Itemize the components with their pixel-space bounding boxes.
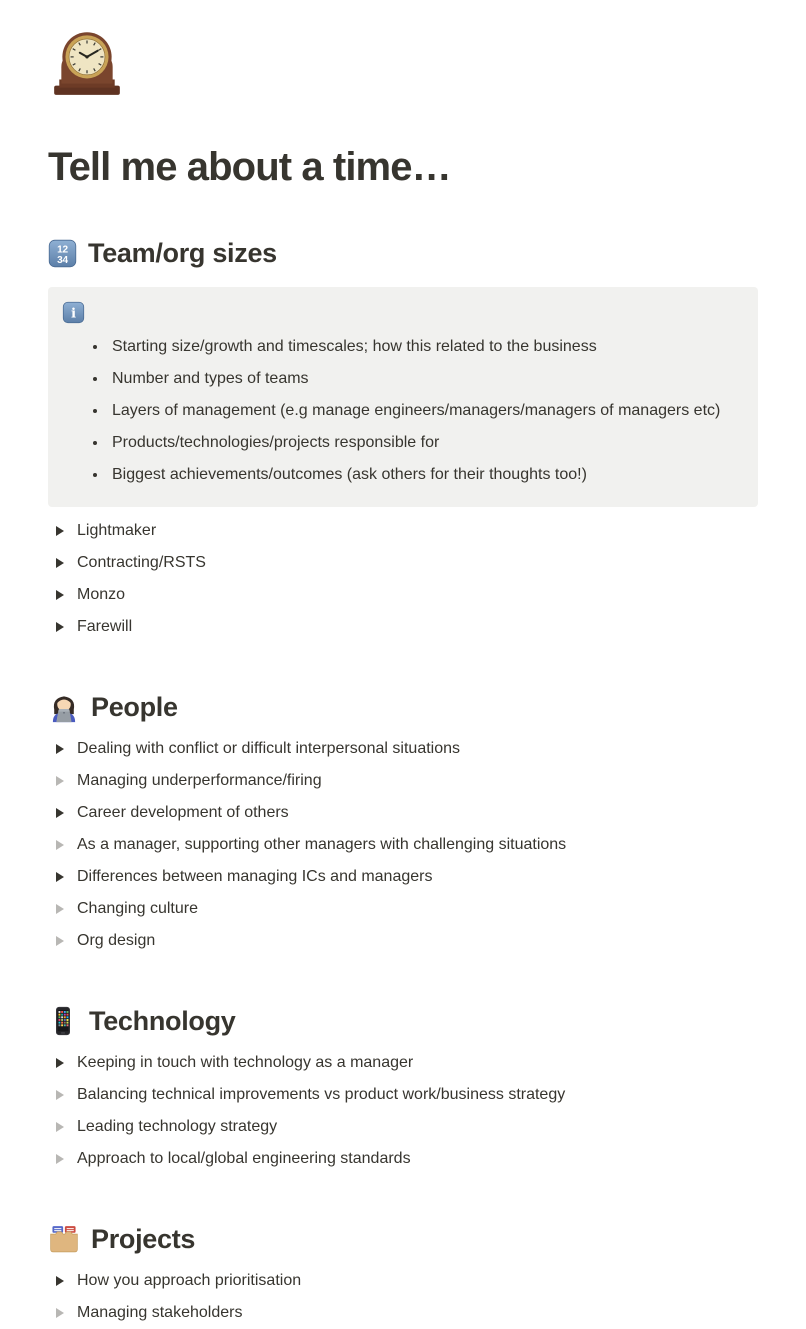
toggle-managing-underperformance[interactable] — [48, 765, 758, 797]
callout-bullet-list — [62, 335, 742, 487]
callout-bullet[interactable]: • Number and types of teams — [108, 367, 742, 391]
toggle-dealing-with-conflict[interactable] — [48, 733, 758, 765]
toggle-lightmaker[interactable] — [48, 515, 758, 547]
mantelpiece-clock-emoji — [48, 22, 126, 100]
section-heading-label: People — [91, 692, 178, 722]
toggle-triangle-icon[interactable] — [48, 929, 72, 953]
toggle-triangle-icon[interactable] — [48, 1115, 72, 1139]
toggle-label: Differences between managing ICs and managers — [77, 868, 433, 885]
section-heading-team-org-sizes[interactable] — [48, 235, 758, 271]
section-heading-technology[interactable] — [48, 1003, 758, 1039]
toggle-label: Monzo — [77, 586, 126, 603]
toggle-triangle-icon[interactable] — [48, 1051, 72, 1075]
toggle-balancing-technical-improvements[interactable] — [48, 1079, 758, 1111]
toggle-triangle-icon[interactable] — [48, 1147, 72, 1171]
toggle-label: Lightmaker — [77, 522, 157, 539]
toggle-label: Managing underperformance/firing — [77, 772, 322, 789]
page-title[interactable]: Tell me about a time… — [48, 145, 451, 189]
section-team-org-sizes — [48, 235, 758, 643]
toggle-how-you-approach-prioritisation[interactable] — [48, 1265, 758, 1297]
toggle-label: Approach to local/global engineering standards — [77, 1150, 411, 1167]
toggle-triangle-icon[interactable] — [48, 1301, 72, 1325]
callout-bullet[interactable]: • Biggest achievements/outcomes (ask others for their thoughts too!) — [108, 463, 742, 487]
section-heading-label: Projects — [91, 1224, 196, 1254]
page-icon[interactable] — [48, 22, 126, 100]
callout-bullet[interactable]: • Starting size/growth and timescales; how this related to the business — [108, 335, 742, 359]
toggle-triangle-icon[interactable] — [48, 551, 72, 575]
section-projects — [48, 1221, 758, 1329]
woman-technologist-emoji — [48, 691, 80, 723]
section-heading-label: Team/org sizes — [88, 238, 277, 268]
toggle-label: Career development of others — [77, 804, 289, 821]
toggle-keeping-in-touch-with-technology[interactable] — [48, 1047, 758, 1079]
toggle-group — [48, 515, 758, 643]
toggle-label: How you approach prioritisation — [77, 1272, 302, 1289]
section-heading-label: Technology — [89, 1006, 236, 1036]
callout-bullet[interactable]: • Layers of management (e.g manage engineers/managers/managers of managers etc) — [108, 399, 742, 423]
toggle-career-development[interactable] — [48, 797, 758, 829]
toggle-triangle-icon[interactable] — [48, 833, 72, 857]
callout-bullet[interactable]: • Products/technologies/projects responsible for — [108, 431, 742, 455]
toggle-supporting-other-managers[interactable] — [48, 829, 758, 861]
toggle-farewill[interactable] — [48, 611, 758, 643]
toggle-ics-vs-managers[interactable] — [48, 861, 758, 893]
toggle-clipped-bottom-row[interactable] — [48, 1297, 758, 1329]
toggle-label: Org design — [77, 932, 156, 949]
toggle-changing-culture[interactable] — [48, 893, 758, 925]
toggle-triangle-icon[interactable] — [48, 865, 72, 889]
section-heading-projects[interactable] — [48, 1221, 758, 1257]
toggle-monzo[interactable] — [48, 579, 758, 611]
callout-team-org-sizes — [48, 287, 758, 507]
toggle-triangle-icon[interactable] — [48, 737, 72, 761]
mobile-phone-emoji — [48, 1006, 78, 1036]
toggle-triangle-icon[interactable] — [48, 519, 72, 543]
toggle-group — [48, 1047, 758, 1175]
toggle-triangle-icon[interactable] — [48, 583, 72, 607]
svg-text:34: 34 — [57, 254, 68, 266]
toggle-label: As a manager, supporting other managers with challenging situations — [77, 836, 567, 853]
section-technology — [48, 1003, 758, 1175]
toggle-label: Managing stakeholders — [77, 1304, 243, 1321]
toggle-contracting-rsts[interactable] — [48, 547, 758, 579]
toggle-triangle-icon[interactable] — [48, 1269, 72, 1293]
toggle-triangle-icon[interactable] — [48, 801, 72, 825]
toggle-triangle-icon[interactable] — [48, 769, 72, 793]
toggle-leading-technology-strategy[interactable] — [48, 1111, 758, 1143]
toggle-label: Farewill — [77, 618, 133, 635]
section-heading-people[interactable] — [48, 689, 758, 725]
toggle-group — [48, 1265, 758, 1329]
card-index-dividers-emoji — [48, 1223, 80, 1255]
section-people — [48, 689, 758, 957]
toggle-label: Keeping in touch with technology as a manager — [77, 1054, 414, 1071]
toggle-org-design[interactable] — [48, 925, 758, 957]
information-emoji[interactable] — [62, 301, 85, 324]
svg-text:12: 12 — [57, 243, 68, 255]
toggle-label: Changing culture — [77, 900, 198, 917]
toggle-label: Leading technology strategy — [77, 1118, 278, 1135]
svg-text:i: i — [70, 305, 77, 322]
toggle-triangle-icon[interactable] — [48, 615, 72, 639]
toggle-label: Balancing technical improvements vs product work/business strategy — [77, 1086, 566, 1103]
input-numbers-emoji — [48, 239, 77, 268]
toggle-engineering-standards[interactable] — [48, 1143, 758, 1175]
toggle-group — [48, 733, 758, 957]
toggle-label: Dealing with conflict or difficult interpersonal situations — [77, 740, 461, 757]
toggle-triangle-icon[interactable] — [48, 1083, 72, 1107]
toggle-label: Contracting/RSTS — [77, 554, 206, 571]
toggle-triangle-icon[interactable] — [48, 897, 72, 921]
